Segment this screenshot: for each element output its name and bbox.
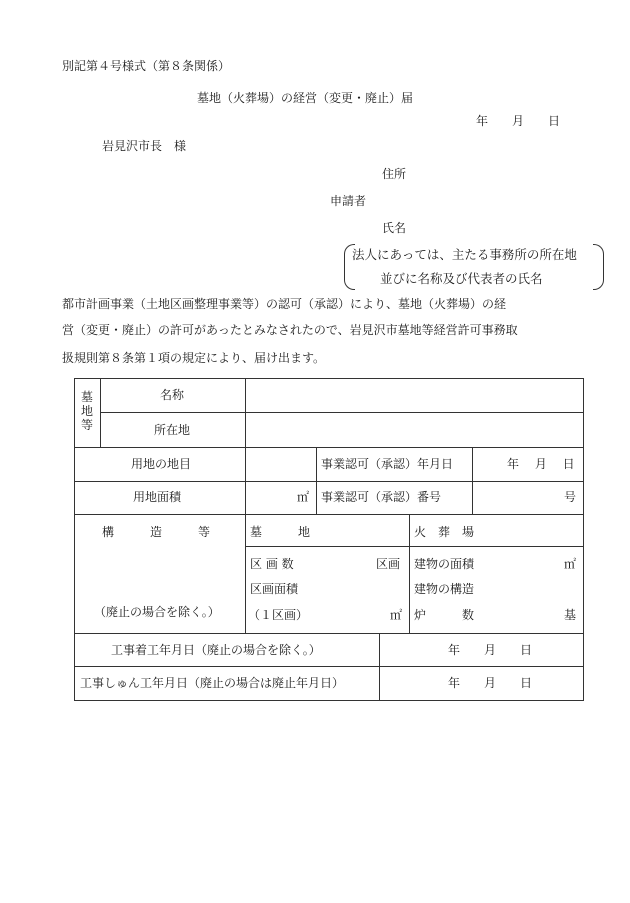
notification-table xyxy=(74,378,584,701)
structure-label: 構 造 等 xyxy=(102,525,211,539)
completion-date-value: 年 月 日 xyxy=(448,676,533,690)
name-row-label: 名称 xyxy=(160,388,185,402)
building-area-unit: ㎡ xyxy=(564,557,577,571)
per-plot-unit: ㎡ xyxy=(390,608,403,622)
applicant-label: 申請者 xyxy=(330,194,367,208)
document-title: 墓地（火葬場）の経営（変更・廃止）届 xyxy=(197,91,414,105)
completion-date-label: 工事しゅん工年月日（廃止の場合は廃止年月日） xyxy=(80,676,345,690)
cemetery-group-label: 墓地等 xyxy=(80,390,93,432)
location-row-label: 所在地 xyxy=(154,423,191,437)
corporate-note-line-2: 並びに名称及び代表者の氏名 xyxy=(380,271,543,286)
approval-date-value: 年 月 日 xyxy=(507,457,575,471)
structure-note: （廃止の場合を除く。） xyxy=(94,605,220,619)
approval-date-label: 事業認可（承認）年月日 xyxy=(321,457,454,471)
construction-start-value: 年 月 日 xyxy=(448,643,533,657)
per-plot-label: （１区画） xyxy=(248,608,309,622)
body-line-1: 都市計画事業（土地区画整理事業等）の認可（承認）により、墓地（火葬場）の経 xyxy=(62,297,507,311)
land-category-label: 用地の地目 xyxy=(131,457,192,471)
form-label: 別記第４号様式（第８条関係） xyxy=(62,59,231,73)
cemetery-column-header: 墓 地 xyxy=(250,525,311,539)
plot-count-unit: 区画 xyxy=(376,557,401,571)
body-line-2: 営（変更・廃止）の許可があったとみなされたので、岩見沢市墓地等経営許可事務取 xyxy=(62,323,518,337)
body-line-3: 扱規則第８条第１項の規定により、届け出ます。 xyxy=(62,351,326,365)
furnace-count-unit: 基 xyxy=(564,608,577,622)
crematorium-column-header: 火 葬 場 xyxy=(414,525,475,539)
approval-number-unit: 号 xyxy=(564,490,577,504)
building-structure-label: 建物の構造 xyxy=(414,582,475,596)
submission-date: 年 月 日 xyxy=(476,114,561,128)
note-bracket-right xyxy=(593,244,604,290)
name-label: 氏名 xyxy=(382,221,407,235)
construction-start-label: 工事着工年月日（廃止の場合を除く。） xyxy=(111,643,321,657)
approval-number-label: 事業認可（承認）番号 xyxy=(321,490,442,504)
plot-area-label: 区画面積 xyxy=(250,582,299,596)
corporate-note-line-1: 法人にあっては、主たる事務所の所在地 xyxy=(352,247,577,262)
addressee: 岩見沢市長 様 xyxy=(102,139,187,153)
furnace-count-label: 炉 数 xyxy=(414,608,475,622)
plot-count-label: 区 画 数 xyxy=(250,557,294,571)
land-area-unit: ㎡ xyxy=(297,490,310,504)
building-area-label: 建物の面積 xyxy=(414,557,475,571)
land-area-label: 用地面積 xyxy=(133,490,182,504)
address-label: 住所 xyxy=(382,167,407,181)
